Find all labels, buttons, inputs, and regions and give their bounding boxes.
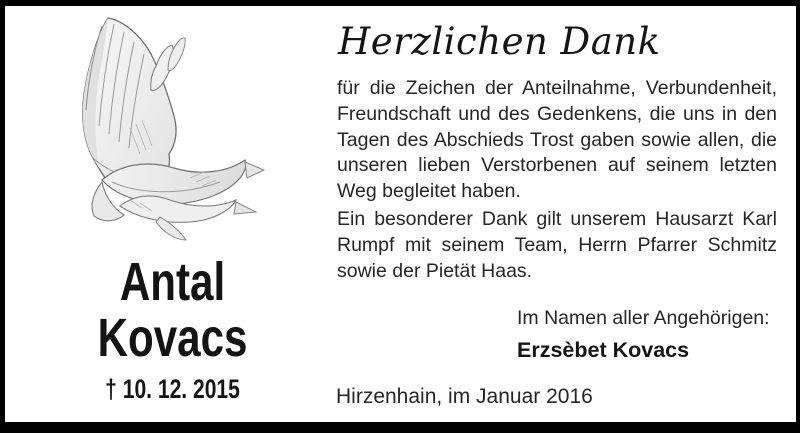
paragraph-line: Rumpf mit seinem Team, Herrn Pfarrer Schmitz	[337, 233, 777, 256]
paragraph-line: sowie der Pietät Haas.	[337, 259, 533, 282]
deceased-last-name: Kovacs	[97, 308, 248, 368]
signature-block	[517, 305, 775, 363]
praying-hands-icon	[72, 10, 268, 248]
thanks-paragraph-2	[337, 207, 777, 284]
thanks-heading: Herzlichen Dank	[338, 20, 661, 63]
paragraph-line: Freundschaft und des Gedenkens, die uns in den	[337, 102, 777, 125]
place-and-date: Hirzenhain, im Januar 2016	[336, 385, 593, 408]
paragraph-line: Weg begleitet haben.	[337, 180, 521, 203]
deceased-name-block	[57, 254, 287, 405]
paragraph-line: Tagen des Abschieds Trost gaben sowie allen, die	[337, 128, 777, 151]
thanks-paragraph-1	[337, 76, 777, 205]
paragraph-line: unseren lieben Verstorbenen auf seinem letzten	[337, 154, 777, 177]
paragraph-line: Ein besonderer Dank gilt unserem Hausarzt Karl	[337, 208, 777, 230]
paragraph-line: für die Zeichen der Anteilnahme, Verbundenheit,	[337, 77, 777, 99]
signature-intro: Im Namen aller Angehörigen:	[517, 307, 770, 329]
signature-name: Erzsèbet Kovacs	[517, 338, 690, 362]
death-date: † 10. 12. 2015	[105, 374, 240, 404]
deceased-first-name: Antal	[119, 252, 226, 312]
